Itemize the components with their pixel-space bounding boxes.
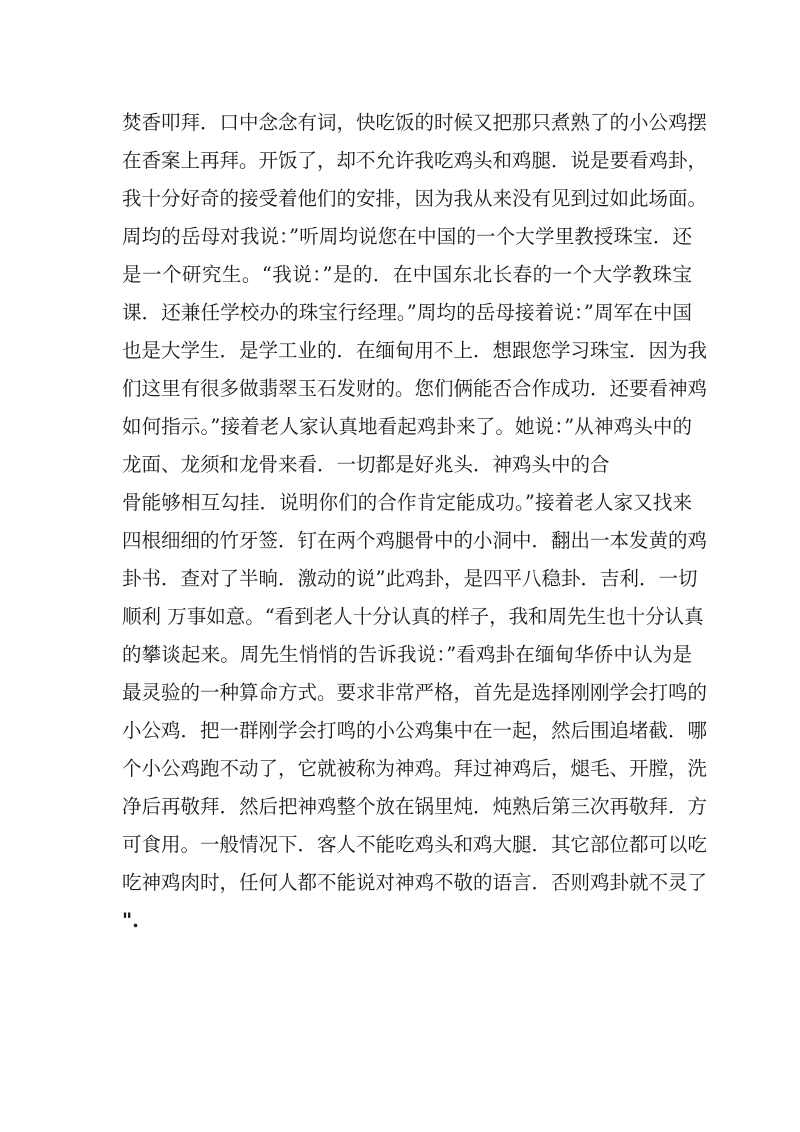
text-line: 可食用。一般情况下．客人不能吃鸡头和鸡大腿．其它部位都可以吃 (122, 833, 708, 856)
text-line: 也是大学生．是学工业的．在缅甸用不上．想跟您学习珠宝．因为我 (122, 339, 708, 362)
text-line: 是一个研究生。“我说：”是的．在中国东北长春的一个大学教珠宝 (122, 263, 692, 286)
text-line: 顺利 万事如意。“看到老人十分认真的样子，我和周先生也十分认真 (122, 605, 704, 628)
text-line: 卦书．查对了半晌．激动的说”此鸡卦，是四平八稳卦．吉利．一切 (122, 567, 698, 590)
text-line: 焚香叩拜．口中念念有词，快吃饭的时候又把那只煮熟了的小公鸡摆 (122, 111, 708, 134)
body-text (122, 104, 708, 940)
text-line: 在香案上再拜。开饭了，却不允许我吃鸡头和鸡腿．说是要看鸡卦， (122, 149, 708, 172)
text-line: 净后再敬拜．然后把神鸡整个放在锅里炖．炖熟后第三次再敬拜．方 (122, 795, 708, 818)
text-line: 骨能够相互勾挂．说明你们的合作肯定能成功。”接着老人家又找来 (122, 491, 692, 514)
text-line: 我十分好奇的接受着他们的安排，因为我从来没有见到过如此场面。 (122, 187, 708, 210)
text-line: 小公鸡．把一群刚学会打鸣的小公鸡集中在一起，然后围追堵截．哪 (122, 719, 708, 742)
text-line: 周均的岳母对我说：”听周均说您在中国的一个大学里教授珠宝．还 (122, 225, 692, 248)
text-line: 个小公鸡跑不动了，它就被称为神鸡。拜过神鸡后，煺毛、开膛，洗 (122, 757, 708, 780)
text-line: 课．还兼任学校办的珠宝行经理。”周均的岳母接着说：”周军在中国 (122, 301, 692, 324)
text-line: 吃神鸡肉时，任何人都不能说对神鸡不敬的语言．否则鸡卦就不灵了 (122, 871, 708, 894)
text-line: 龙面、龙须和龙骨来看．一切都是好兆头．神鸡头中的合 (122, 453, 610, 476)
text-line: 如何指示。”接着老人家认真地看起鸡卦来了。她说：”从神鸡头中的 (122, 415, 692, 438)
text-line: 四根细细的竹牙签．钉在两个鸡腿骨中的小洞中．翻出一本发黄的鸡 (122, 529, 708, 552)
text-line: ". (122, 909, 139, 932)
text-line: 们这里有很多做翡翠玉石发财的。您们俩能否合作成功．还要看神鸡 (122, 377, 708, 400)
text-line: 最灵验的一种算命方式。要求非常严格，首先是选择刚刚学会打鸣的 (122, 681, 708, 704)
text-line: 的攀谈起来。周先生悄悄的告诉我说：”看鸡卦在缅甸华侨中认为是 (122, 643, 692, 666)
